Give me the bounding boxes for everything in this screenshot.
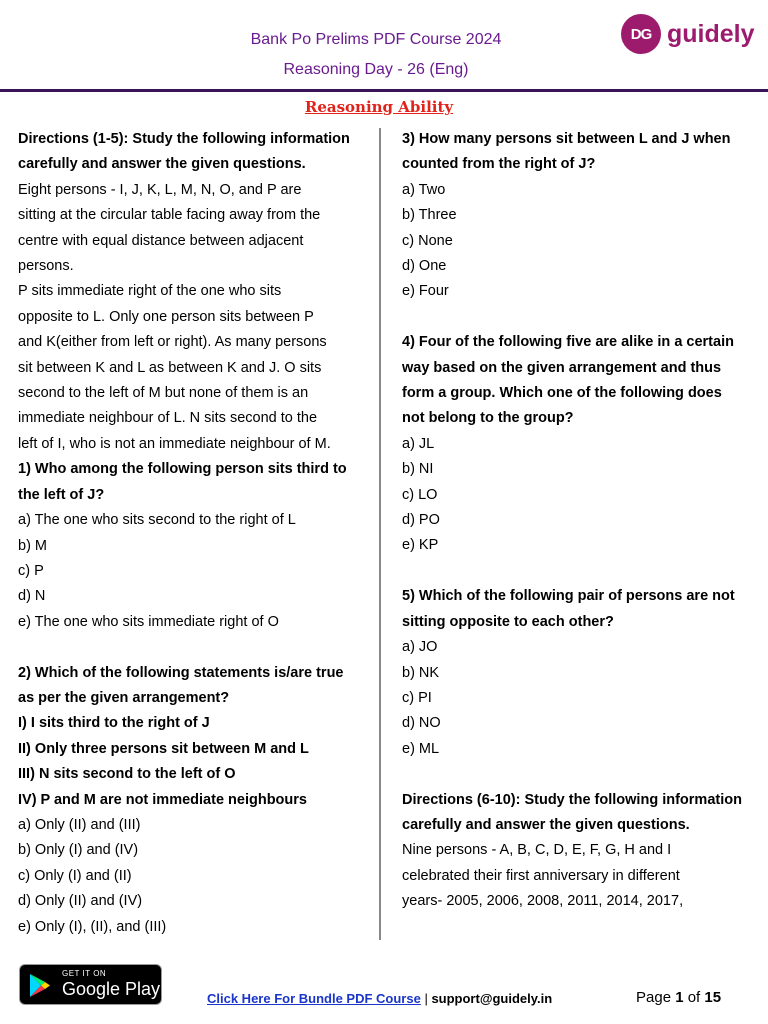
blank-line [18,635,370,660]
body-text-line: b) Three [402,207,457,224]
body-text-line: b) NI [402,461,434,478]
body-text-line: c) None [402,232,453,249]
question-text-line: III) N sits second to the left of O [18,766,236,783]
body-text-line: d) One [402,258,447,275]
question-text-line: the left of J? [18,486,105,503]
question-text-line: way based on the given arrangement and thus [402,359,722,376]
google-play-badge[interactable] [19,964,162,1005]
body-text-line: second to the left of M but none of them is an [18,385,309,402]
body-text-line: d) Only (II) and (IV) [18,893,143,910]
body-text-line: years- 2005, 2006, 2008, 2011, 2014, 2017, [402,893,684,910]
question-text-line: Directions (6-10): Study the following information [402,791,742,808]
body-text-line: a) The one who sits second to the right of L [18,512,296,529]
blank-line [402,305,760,330]
question-text-line: Directions (1-5): Study the following information [18,131,350,147]
page-total: 15 [704,989,722,1006]
header-divider [0,89,768,92]
body-text-line: c) Only (I) and (II) [18,867,132,884]
blank-line [402,559,760,584]
question-text-line: counted from the right of J? [402,156,596,173]
support-email[interactable]: support@guidely.in [431,991,553,1006]
body-text-line: d) PO [402,512,440,529]
body-text-line: left of I, who is not an immediate neighbour of M. [18,435,331,452]
question-text-line: 4) Four of the following five are alike in a certain [402,334,734,351]
badge-caption: GET IT ON [62,969,107,978]
body-text-line: a) Two [402,181,446,198]
body-text-line: e) The one who sits immediate right of O [18,613,279,630]
body-text-line: e) ML [402,740,440,757]
question-text-line: 2) Which of the following statements is/are true [18,664,344,681]
body-text-line: P sits immediate right of the one who sits [18,283,282,300]
footer-separator: | [420,991,432,1006]
column-divider [379,128,381,940]
body-text-line: immediate neighbour of L. N sits second to the [18,410,318,427]
body-text-line: e) KP [402,537,439,554]
body-text-line: sit between K and L as between K and J. O sits [18,359,322,376]
body-text-line: centre with equal distance between adjacent [18,232,304,249]
question-text-line: 1) Who among the following person sits third to [18,461,347,478]
question-text-line: form a group. Which one of the following does [402,385,722,402]
body-text-line: celebrated their first anniversary in different [402,867,680,884]
guidely-logo[interactable] [621,14,755,54]
body-text-line: Nine persons - A, B, C, D, E, F, G, H and I [402,842,672,859]
body-text-line: d) N [18,588,46,605]
question-text-line: IV) P and M are not immediate neighbours [18,791,307,808]
question-text-line: carefully and answer the given questions. [402,816,690,833]
question-text-line: II) Only three persons sit between M and L [18,740,309,757]
body-text-line: opposite to L. Only one person sits between P [18,308,314,325]
body-text-line: b) Only (I) and (IV) [18,842,139,859]
right-column [402,127,760,915]
logo-wordmark: guidely [667,19,755,48]
blank-line [402,762,760,787]
body-text-line: and K(either from left or right). As many persons [18,334,327,351]
page-current: 1 [675,989,684,1006]
question-text-line: as per the given arrangement? [18,689,230,706]
left-column [18,127,370,940]
section-title: Reasoning Ability [304,98,454,116]
document-title: Bank Po Prelims PDF Course 2024 [250,31,502,48]
footer-contact [207,991,552,1006]
body-text-line: a) JO [402,639,438,656]
logo-mark-icon: DG [621,14,661,54]
body-text-line: persons. [18,258,74,275]
question-text-line: sitting opposite to each other? [402,613,614,630]
question-text-line: I) I sits third to the right of J [18,715,210,732]
document-subtitle: Reasoning Day - 26 (Eng) [283,61,469,78]
bundle-course-link[interactable]: Click Here For Bundle PDF Course [207,991,421,1006]
body-text-line: a) JL [402,435,435,452]
question-text-line: not belong to the group? [402,410,574,427]
body-text-line: b) M [18,537,47,554]
page-of: of [683,989,705,1006]
page-prefix: Page [636,989,676,1006]
body-text-line: d) NO [402,715,441,732]
body-text-line: c) P [18,562,44,579]
body-text-line: e) Four [402,283,449,300]
body-text-line: Eight persons - I, J, K, L, M, N, O, and P are [18,181,302,198]
body-text-line: c) LO [402,486,438,503]
body-text-line: a) Only (II) and (III) [18,816,141,833]
badge-store-name: Google Play [62,979,161,999]
google-play-icon [28,973,52,998]
body-text-line: c) PI [402,689,432,706]
body-text-line: sitting at the circular table facing away from the [18,207,321,224]
question-text-line: 5) Which of the following pair of persons are not [402,588,735,605]
body-text-line: e) Only (I), (II), and (III) [18,918,167,935]
question-text-line: 3) How many persons sit between L and J when [402,131,731,147]
page-number [636,989,721,1006]
question-text-line: carefully and answer the given questions. [18,156,306,173]
body-text-line: b) NK [402,664,440,681]
